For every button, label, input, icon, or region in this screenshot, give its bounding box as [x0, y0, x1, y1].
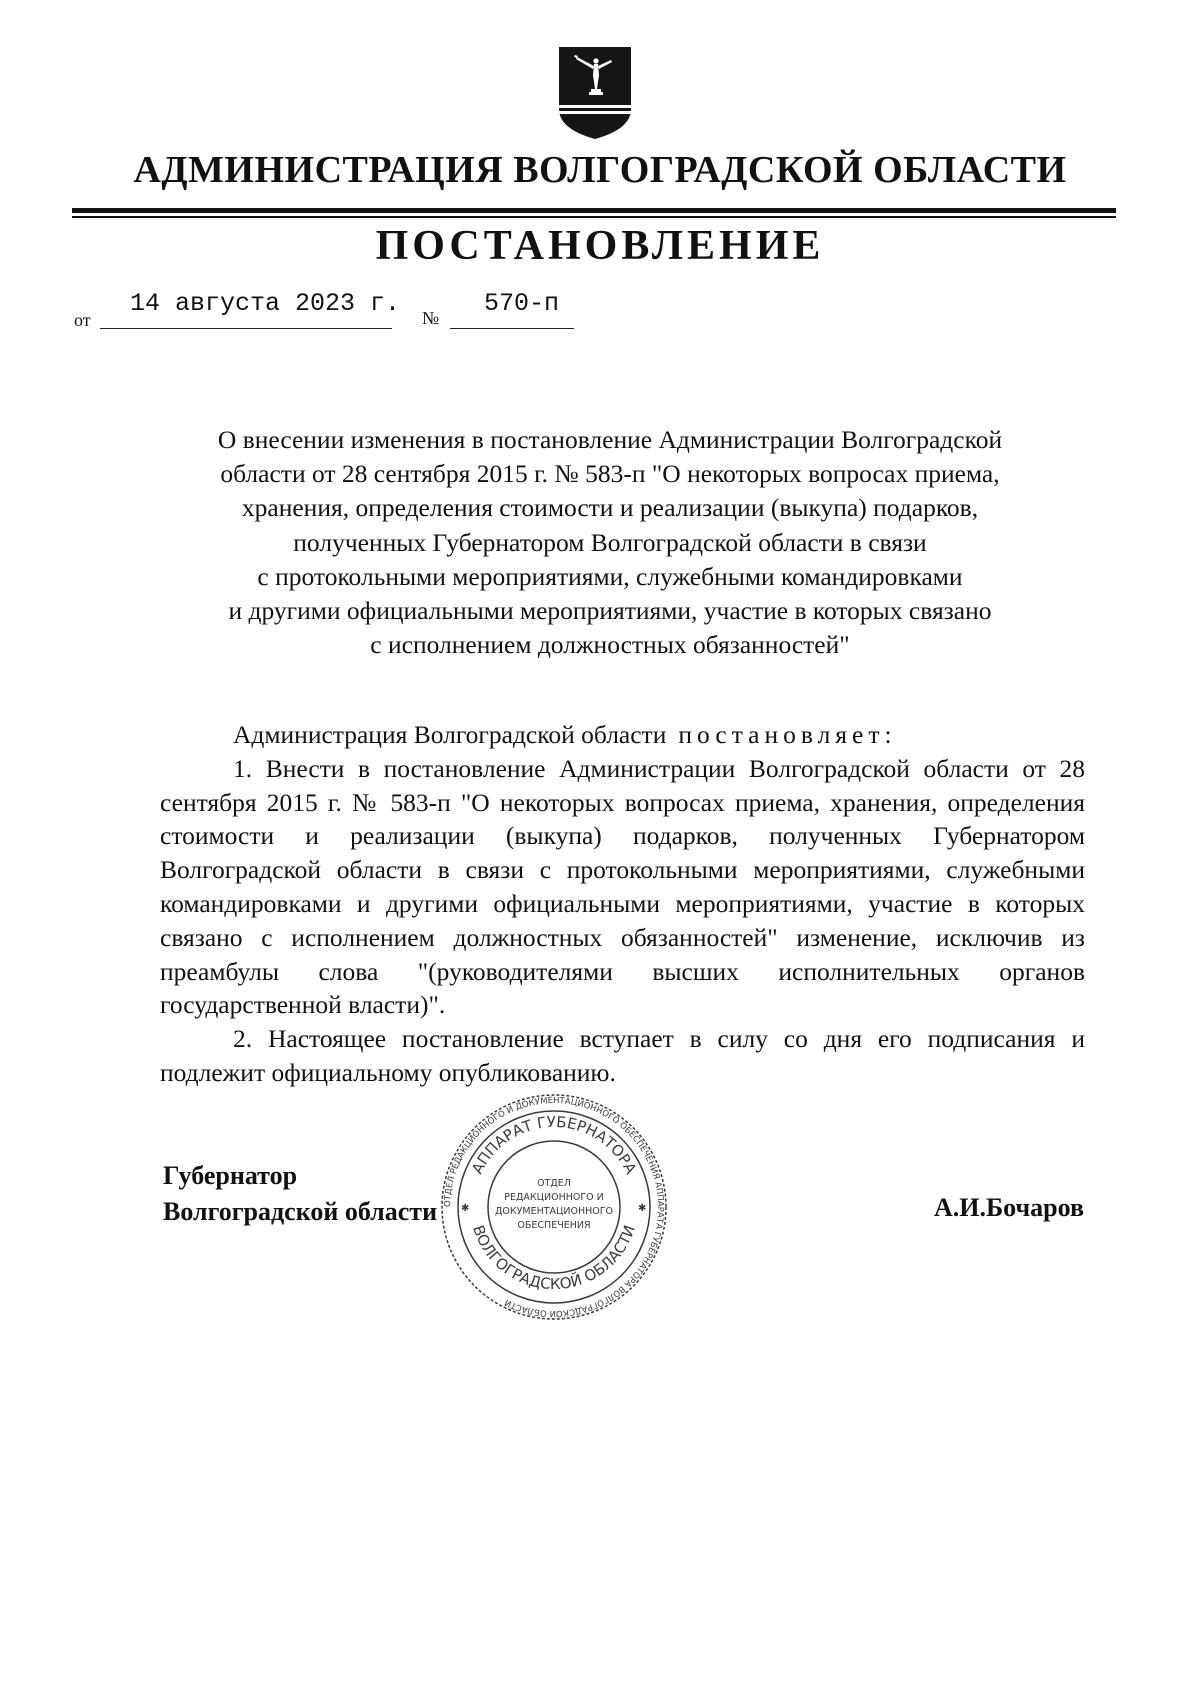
- document-type-title: ПОСТАНОВЛЕНИЕ: [375, 223, 825, 269]
- stamp-center-line: РЕДАКЦИОННОГО И: [504, 1192, 604, 1203]
- official-stamp: [440, 1093, 668, 1321]
- subject-line: и другими официальными мероприятиями, участие в которых связано: [228, 596, 992, 626]
- document-number: 570-п: [484, 289, 560, 318]
- position-line-1: Губернатор: [163, 1161, 298, 1190]
- subject-line: с исполнением должностных обязанностей": [370, 630, 850, 660]
- paragraph-1: 1. Внести в постановление Администрации Волгоградской области от 28 сентября 2015 г. № 583-п "О некоторых вопросах приема, хранения, определения стоимости и реализации (выкупа) подарков, полученных Губернатором Волгоградской области в связи с протокольными мероприятиями, служебными командировками и другими официальными мероприятиями, участие в которых связано с исполнением должностных обязанностей" изменение, исключив из преамбулы слова "(руководителями высших исполнительных органов государственной власти)".: [160, 753, 1085, 1020]
- subject-line: хранения, определения стоимости и реализации (выкупа) подарков,: [241, 493, 979, 523]
- document-body: [160, 718, 1085, 1090]
- stamp-star-left-icon: ✱: [461, 1203, 470, 1214]
- stamp-center-line: ОТДЕЛ: [537, 1178, 571, 1189]
- stamp-center-line: ОБЕСПЕЧЕНИЯ: [517, 1220, 591, 1231]
- date-underline: [100, 328, 392, 329]
- subject-line: области от 28 сентября 2015 г. № 583-п "О некоторых вопросах приема,: [220, 459, 1000, 489]
- signatory-position: [163, 1158, 437, 1230]
- preamble: [160, 718, 1085, 752]
- paragraph-2: 2. Настоящее постановление вступает в силу со дня его подписания и подлежит официальному опубликованию.: [160, 1024, 1085, 1087]
- document-subject: [150, 423, 1070, 662]
- number-prefix-label: №: [422, 308, 440, 328]
- position-line-2: Волгоградской области: [163, 1197, 438, 1226]
- date-prefix-label: от: [74, 310, 91, 330]
- stamp-upper-arc: АППАРАТ ГУБЕРНАТОРА: [468, 1112, 640, 1177]
- subject-line: с протокольными мероприятиями, служебными командировками: [257, 561, 963, 591]
- coat-of-arms-icon: [555, 45, 635, 141]
- stamp-star-right-icon: ✱: [638, 1203, 647, 1214]
- number-underline: [450, 328, 574, 329]
- preamble-subject: Администрация Волгоградской области: [233, 720, 667, 749]
- subject-line: полученных Губернатором Волгоградской области в связи: [293, 527, 927, 557]
- header-rule-thin: [72, 216, 1116, 218]
- stamp-outer-text: ОТДЕЛ РЕДАКЦИОННОГО И ДОКУМЕНТАЦИОННОГО ОБЕСПЕЧЕНИЯ АППАРАТА ГУБЕРНАТОРА ВОЛГОГРАДСКОЙ ОБЛАСТИ: [442, 1095, 666, 1319]
- organization-title: АДМИНИСТРАЦИЯ ВОЛГОГРАДСКОЙ ОБЛАСТИ: [133, 149, 1067, 191]
- signatory-name: А.И.Бочаров: [933, 1193, 1084, 1222]
- header-rule-thick: [72, 208, 1116, 213]
- document-meta: [74, 288, 594, 328]
- document-date: 14 августа 2023 г.: [130, 289, 401, 318]
- stamp-center-line: ДОКУМЕНТАЦИОННОГО: [494, 1206, 614, 1217]
- stamp-lower-arc: ВОЛГОГРАДСКОЙ ОБЛАСТИ: [469, 1222, 639, 1294]
- subject-line: О внесении изменения в постановление Администрации Волгоградской: [217, 425, 1003, 454]
- preamble-verb: постановляет:: [678, 720, 897, 749]
